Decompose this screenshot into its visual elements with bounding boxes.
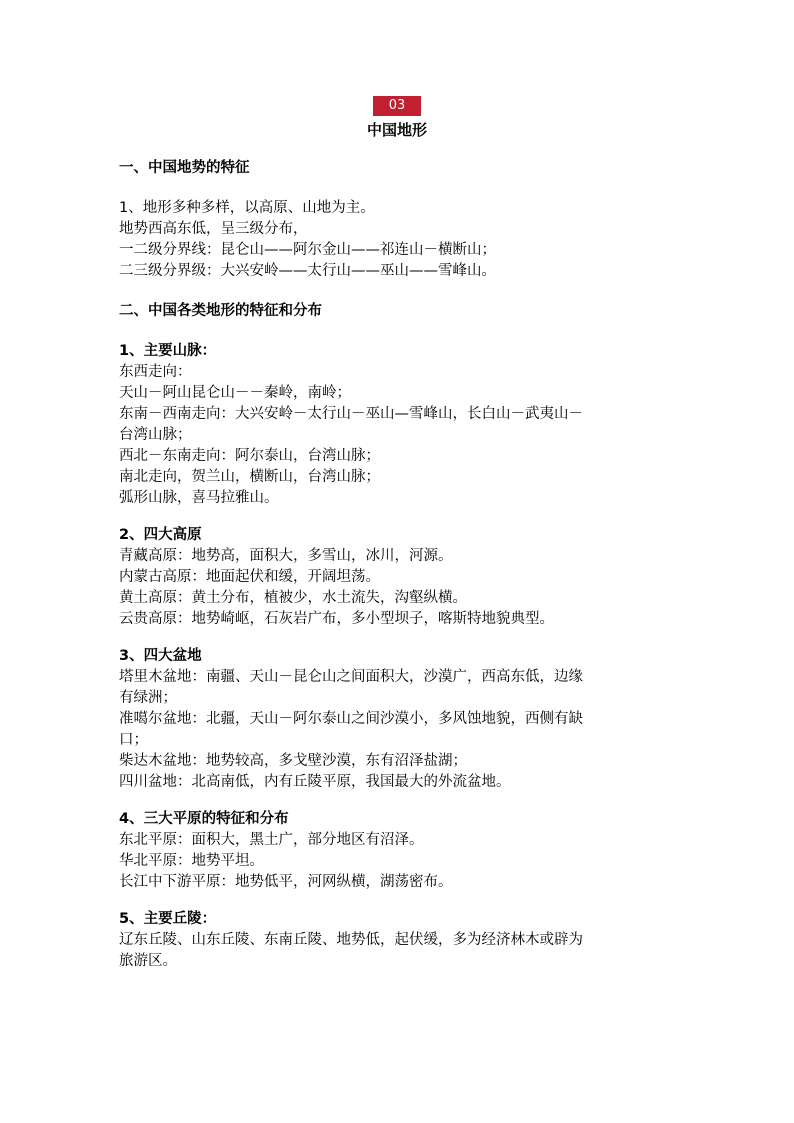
subsection-heading-plateaus: 2、四大高原 <box>119 527 202 543</box>
text-line: 华北平原：地势平坦。 <box>119 853 264 869</box>
text-line: 四川盆地：北高南低，内有丘陵平原，我国最大的外流盆地。 <box>119 774 511 790</box>
text-line: 塔里木盆地：南疆、天山－昆仑山之间面积大，沙漠广，西高东低，边缘 <box>119 669 583 685</box>
text-line: 1、地形多种多样，以高原、山地为主。 <box>119 200 375 216</box>
section-heading-terrain-features: 一、中国地势的特征 <box>119 160 250 176</box>
text-line: 台湾山脉； <box>119 427 192 443</box>
text-line: 青藏高原：地势高，面积大，多雪山，冰川，河源。 <box>119 548 453 564</box>
text-line: 准噶尔盆地：北疆，天山－阿尔泰山之间沙漠小，多风蚀地貌，西侧有缺 <box>119 711 583 727</box>
text-line: 西北－东南走向：阿尔泰山，台湾山脉； <box>119 448 380 464</box>
page-title: 中国地形 <box>366 121 427 139</box>
text-line: 二三级分界级：大兴安岭——太行山——巫山——雪峰山。 <box>119 263 496 279</box>
text-line: 一二级分界线：昆仑山——阿尔金山——祁连山－横断山； <box>119 242 496 258</box>
text-line: 长江中下游平原：地势低平，河网纵横，湖荡密布。 <box>119 874 453 890</box>
text-line: 地势西高东低，呈三级分布， <box>119 221 308 237</box>
text-line: 有绿洲； <box>119 690 177 706</box>
subsection-heading-plains: 4、三大平原的特征和分布 <box>119 811 289 827</box>
text-line: 东南－西南走向：大兴安岭－太行山－巫山—雪峰山，长白山－武夷山－ <box>119 406 583 422</box>
text-line: 南北走向，贺兰山，横断山，台湾山脉； <box>119 469 380 485</box>
section-heading-landform-types: 二、中国各类地形的特征和分布 <box>119 303 322 319</box>
text-line: 东西走向： <box>119 364 192 380</box>
text-line: 内蒙古高原：地面起伏和缓，开阔坦荡。 <box>119 569 380 585</box>
text-line: 柴达木盆地：地势较高，多戈壁沙漠，东有沼泽盐湖； <box>119 753 467 769</box>
chapter-number-badge: 03 <box>373 96 421 116</box>
text-line: 天山－阿山昆仑山－－秦岭，南岭； <box>119 385 351 401</box>
document-body <box>119 158 679 972</box>
subsection-heading-hills: 5、主要丘陵： <box>119 911 217 927</box>
text-line: 云贵高原：地势崎岖，石灰岩广布，多小型坝子，喀斯特地貌典型。 <box>119 611 554 627</box>
subsection-heading-mountains: 1、主要山脉： <box>119 343 217 359</box>
text-line: 旅游区。 <box>119 953 177 969</box>
text-line: 黄土高原：黄土分布，植被少，水土流失，沟壑纵横。 <box>119 590 467 606</box>
text-line: 辽东丘陵、山东丘陵、东南丘陵、地势低，起伏缓，多为经济林木或辟为 <box>119 932 583 948</box>
text-line: 弧形山脉，喜马拉雅山。 <box>119 490 279 506</box>
subsection-heading-basins: 3、四大盆地 <box>119 648 202 664</box>
text-line: 东北平原：面积大，黑土广，部分地区有沼泽。 <box>119 832 424 848</box>
text-line: 口； <box>119 732 148 748</box>
